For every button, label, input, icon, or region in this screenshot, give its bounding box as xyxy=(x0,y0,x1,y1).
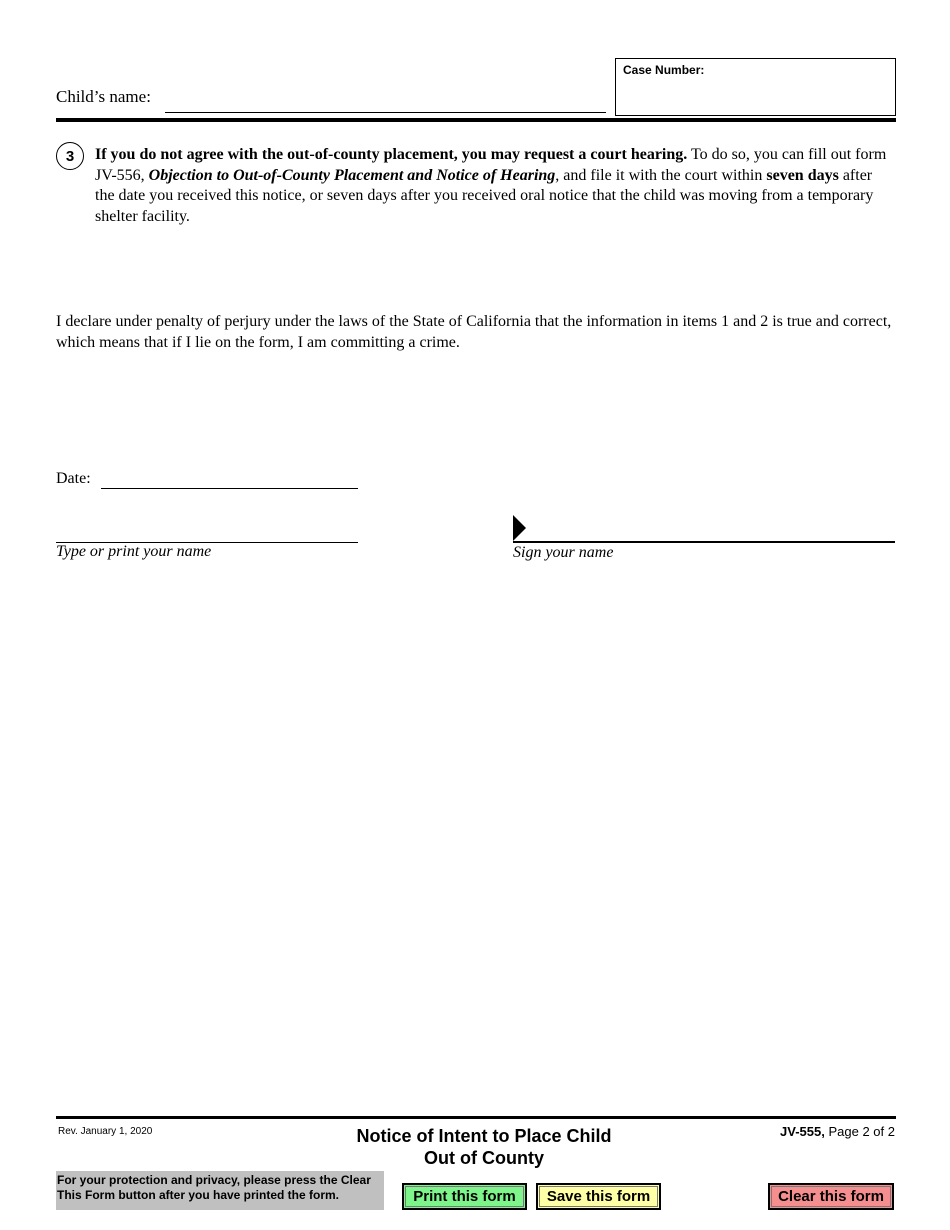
footer-divider xyxy=(56,1116,896,1119)
signature-caption: Sign your name xyxy=(513,544,614,561)
form-number: JV-555, xyxy=(780,1124,825,1139)
child-name-label: Child’s name: xyxy=(56,87,151,106)
form-page-id xyxy=(780,1124,895,1139)
save-form-button[interactable]: Save this form xyxy=(536,1183,661,1210)
item-3-text-part: , and file it with the court within xyxy=(555,166,767,184)
form-title-line-2: Out of County xyxy=(424,1148,544,1168)
case-number-field[interactable] xyxy=(615,58,896,116)
item-3-bold-lead: If you do not agree with the out-of-county placement, you may request a court hearing. xyxy=(95,146,688,163)
item-3-form-title: Objection to Out-of-County Placement and Notice of Hearing xyxy=(148,166,556,184)
item-number-badge: 3 xyxy=(56,142,84,170)
form-title-line-1: Notice of Intent to Place Child xyxy=(356,1126,612,1146)
form-title xyxy=(334,1125,634,1169)
date-label: Date: xyxy=(56,470,91,487)
item-3-bold-days: seven days xyxy=(766,166,839,184)
revision-date: Rev. January 1, 2020 xyxy=(58,1126,153,1137)
date-field[interactable] xyxy=(101,488,358,489)
declaration-text: I declare under penalty of perjury under the laws of the State of California that the information in items 1 and 2 is true and correct, which means that if I lie on the form, I am committing a crime. xyxy=(56,313,892,351)
clear-form-button[interactable]: Clear this form xyxy=(768,1183,894,1210)
child-name-field[interactable] xyxy=(165,112,606,113)
privacy-note: For your protection and privacy, please press the Clear This Form button after you have printed the form. xyxy=(56,1171,384,1210)
case-number-label: Case Number: xyxy=(623,63,705,77)
item-3-text-part: after the date you received this notice, or seven days after you received oral notice that the child was moving from a temporary shelter facility. xyxy=(95,166,874,225)
printed-name-caption: Type or print your name xyxy=(56,543,212,560)
page-number: Page 2 of 2 xyxy=(824,1124,895,1139)
sign-here-arrow-icon xyxy=(513,515,526,541)
signature-field[interactable] xyxy=(513,541,895,543)
item-3-text-part: To do so, you can fill out form JV-556, xyxy=(95,146,887,184)
header-divider xyxy=(56,118,896,122)
print-form-button[interactable]: Print this form xyxy=(402,1183,527,1210)
item-3-text xyxy=(95,145,895,227)
